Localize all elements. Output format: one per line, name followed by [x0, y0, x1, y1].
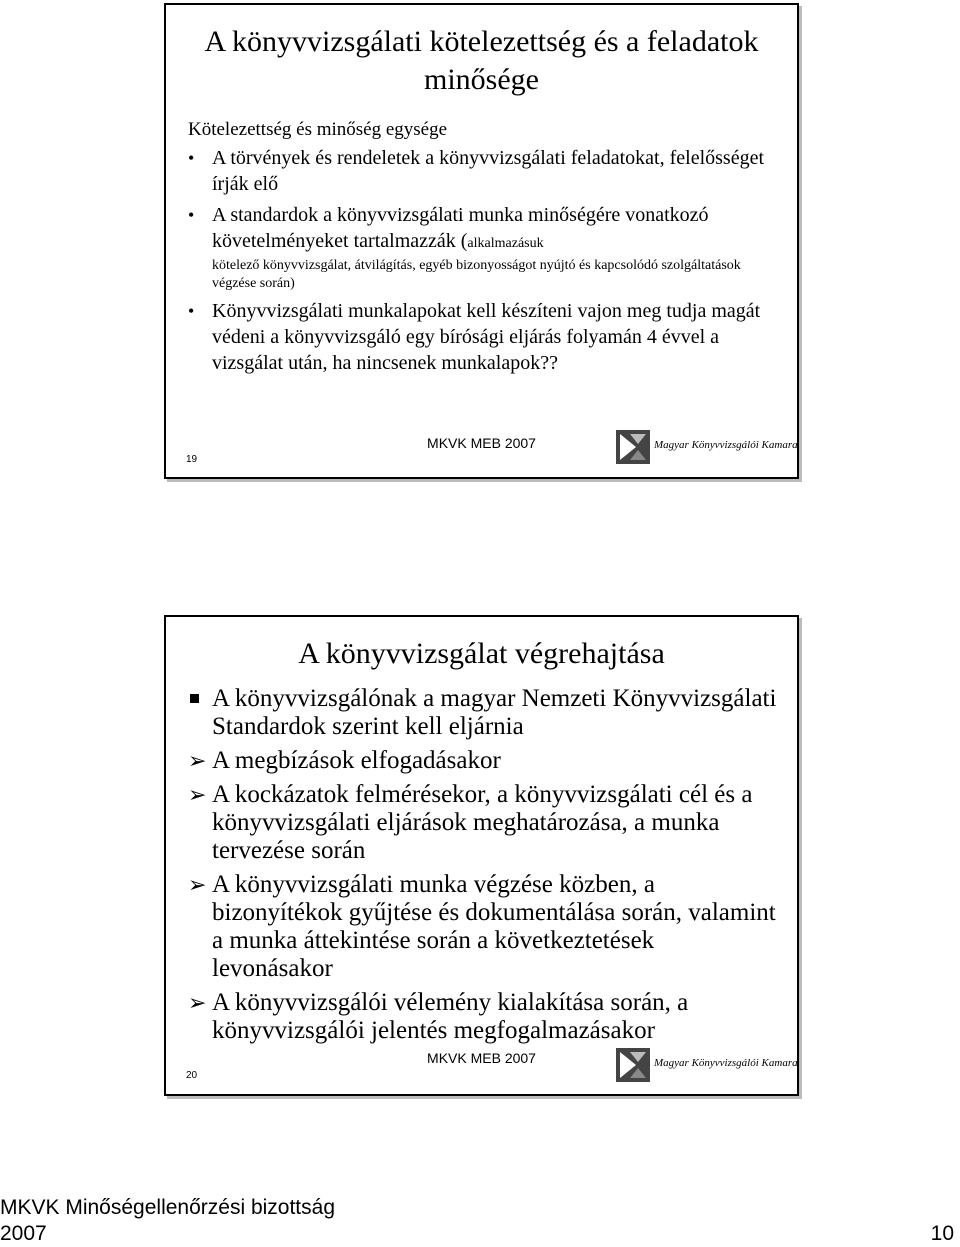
square-bullet-item: [188, 685, 777, 741]
bullet-small-text: kötelező könyvvizsgálat, átvilágítás, egyéb bizonyosságot nyújtó és kapcsolódó szolgáltatások végzése során): [212, 258, 741, 291]
slide-20: [164, 615, 799, 1096]
bullet-item: [188, 298, 777, 376]
bullet-text: Könyvvizsgálati munkalapokat kell készíteni vajon meg tudja magát védeni a könyvvizsgáló egy bírósági eljárás folyamán 4 évvel a vizsgálat után, ha nincsenek munkalapok??: [212, 300, 761, 374]
chamber-logo-icon: [616, 1048, 650, 1082]
slide-content: [188, 685, 777, 1051]
slide-footer: MKVK MEB 2007: [427, 435, 536, 451]
bullet-text: A megbízások elfogadásakor: [212, 747, 501, 774]
arrow-bullet-item: [188, 871, 777, 983]
bullet-small-text: alkalmazásuk: [467, 236, 544, 251]
slide-heading: Kötelezettség és minőség egysége: [188, 119, 448, 140]
slide-page-number: 19: [186, 454, 198, 465]
document-page-number: 10: [930, 1222, 954, 1245]
logo-text: Magyar Könyvvizsgálói Kamara: [654, 439, 798, 451]
bullet-marker: •: [188, 205, 195, 225]
slide-page-number: 20: [186, 1070, 198, 1081]
slide-19: [164, 3, 799, 479]
document-footer-year: 2007: [0, 1222, 47, 1245]
bullet-text: A könyvvizsgálói vélemény kialakítása során, a könyvvizsgálói jelentés megfogalmazásakor: [212, 989, 689, 1044]
bullet-item: [188, 145, 777, 197]
bullet-text: A könyvvizsgálónak a magyar Nemzeti Könyvvizsgálati Standardok szerint kell eljárnia: [212, 685, 777, 740]
bullet-text: A törvények és rendeletek a könyvvizsgálati feladatokat, felelősséget írják elő: [212, 147, 765, 195]
arrow-bullet-icon: ➢: [188, 990, 207, 1015]
bullet-marker: •: [188, 301, 195, 321]
chamber-logo: [616, 430, 798, 466]
slide-footer: MKVK MEB 2007: [427, 1050, 536, 1066]
arrow-bullet-item: [188, 747, 777, 775]
arrow-bullet-icon: ➢: [188, 782, 207, 807]
chamber-logo-icon: [616, 430, 650, 464]
arrow-bullet-item: [188, 781, 777, 865]
arrow-bullet-icon: ➢: [188, 748, 207, 773]
chamber-logo: [616, 1048, 798, 1084]
bullet-marker: •: [188, 148, 195, 168]
document-footer-title: MKVK Minőségellenőrzési bizottság: [0, 1196, 335, 1219]
bullet-item: [188, 202, 777, 293]
slide-content: [188, 117, 777, 381]
square-bullet-icon: [190, 694, 199, 703]
arrow-bullet-icon: ➢: [188, 872, 207, 897]
slide-title: A könyvvizsgálati kötelezettség és a feladatok minősége: [204, 25, 759, 96]
bullet-text: A kockázatok felmérésekor, a könyvvizsgálati cél és a könyvvizsgálati eljárások meghatározása, a munka tervezése során: [212, 781, 753, 864]
arrow-bullet-item: [188, 989, 777, 1045]
bullet-text: A könyvvizsgálati munka végzése közben, a bizonyítékok gyűjtése és dokumentálása során, valamint a munka áttekintése során a következtetések levonásakor: [212, 871, 776, 982]
logo-text: Magyar Könyvvizsgálói Kamara: [654, 1057, 798, 1069]
bullet-text: A standardok a könyvvizsgálati munka minőségére vonatkozó követelményeket tartalmazzák (: [212, 204, 709, 252]
slide-title: A könyvvizsgálat végrehajtása: [298, 637, 665, 670]
